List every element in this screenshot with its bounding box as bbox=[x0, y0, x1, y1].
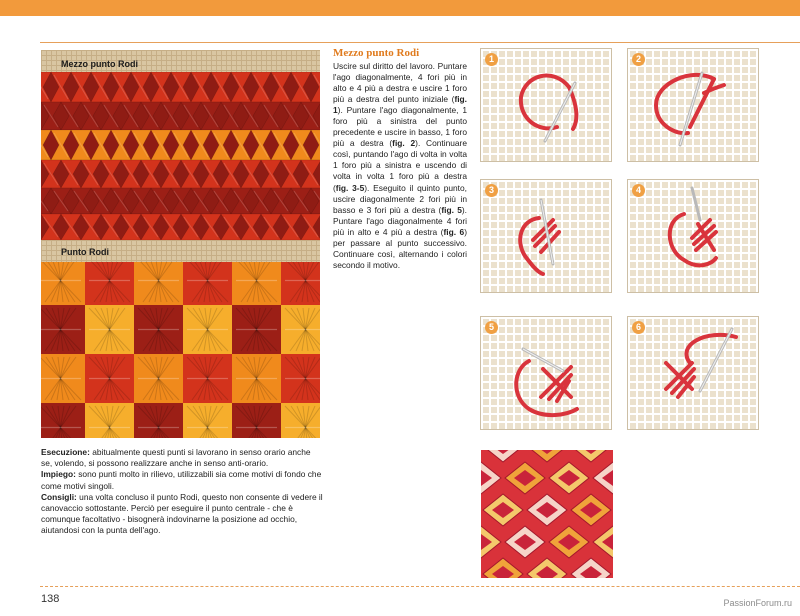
rodi-square bbox=[85, 403, 134, 438]
figure-number-badge: 3 bbox=[485, 184, 498, 197]
stitch-sample-photo bbox=[41, 50, 320, 438]
page-number: 138 bbox=[41, 593, 60, 605]
figure-4-diagram bbox=[628, 180, 759, 293]
punto-rodi-sample bbox=[41, 262, 320, 438]
figure-3 bbox=[480, 179, 612, 293]
figure-reference: fig. 2 bbox=[392, 138, 416, 149]
footer-rule bbox=[40, 586, 800, 587]
figure-6-diagram bbox=[628, 317, 759, 430]
photo-label-rodi: Punto Rodi bbox=[61, 247, 109, 257]
figure-reference: fig. 5 bbox=[441, 204, 462, 215]
figure-number-badge: 6 bbox=[632, 321, 645, 334]
header-rule bbox=[40, 42, 800, 43]
description-text: ). Eseguito il quinto punto, uscire diagonalmente 2 fori più in basso e 3 fori più a destra ( bbox=[333, 182, 467, 215]
usage-notes bbox=[41, 447, 323, 537]
description-text: ) per passare al punto successivo. Continuare così, alternando i colori secondo il motivo. bbox=[333, 226, 468, 270]
note-label: Consigli: bbox=[41, 491, 77, 502]
watermark: PassionForum.ru bbox=[723, 598, 792, 608]
pattern-swatch bbox=[481, 450, 613, 578]
mezzo-punto-rodi-sample bbox=[41, 72, 320, 240]
note-paragraph bbox=[41, 447, 323, 469]
note-label: Impiego: bbox=[41, 469, 76, 480]
figure-4 bbox=[627, 179, 759, 293]
figure-number-badge: 1 bbox=[485, 53, 498, 66]
figure-5-diagram bbox=[481, 317, 612, 430]
figure-1 bbox=[480, 48, 612, 162]
figure-number-badge: 5 bbox=[485, 321, 498, 334]
description-text: ). Puntare l'ago diagonalmente, 1 foro più a sinistra del punto precedente e uscire in basso, 1 foro più a destra ( bbox=[333, 105, 467, 149]
note-text: sono punti molto in rilievo, utilizzabili sia come motivi di fondo che come motivi singoli. bbox=[41, 469, 322, 491]
note-text: abitualmente questi punti si lavorano in senso orario anche se, volendo, si possono realizzare anche in senso anti-orario. bbox=[41, 447, 311, 469]
note-label: Esecuzione: bbox=[41, 447, 90, 457]
note-paragraph bbox=[41, 469, 323, 491]
note-paragraph bbox=[41, 492, 323, 537]
figure-number-badge: 4 bbox=[632, 184, 645, 197]
figure-reference: fig. 6 bbox=[443, 226, 465, 237]
description-text: ). Puntare l'ago diagonalmente 4 fori più in alto e 4 più a destra ( bbox=[333, 204, 467, 237]
photo-label-mezzo: Mezzo punto Rodi bbox=[61, 59, 138, 69]
rodi-square bbox=[183, 403, 232, 438]
figure-5 bbox=[480, 316, 612, 430]
figure-6 bbox=[627, 316, 759, 430]
description-text: Uscire sul diritto del lavoro. Puntare l'ago diagonalmente, 4 fori più in alto e 4 più a destra e uscire 1 foro più a destra del punto iniziale ( bbox=[333, 61, 467, 105]
note-text: una volta concluso il punto Rodi, questo non consente di vedere il canovaccio sottostante. Perciò per eseguire il punto centrale - che è comunque facoltativo - bisognerà indovinarne la posizione ad occhio, aiutandosi con la punta dell'ago. bbox=[41, 491, 323, 536]
section-title: Mezzo punto Rodi bbox=[333, 47, 420, 59]
figure-2 bbox=[627, 48, 759, 162]
figure-2-diagram bbox=[628, 49, 759, 162]
description-text: ). Continuare così, puntando l'ago di volta in volta 1 foro più a sinistra e uscendo di volta in volta 1 foro più a destra ( bbox=[333, 138, 467, 193]
figure-reference: fig. 1 bbox=[333, 94, 467, 116]
figure-1-diagram bbox=[481, 49, 612, 162]
top-accent-bar bbox=[0, 0, 800, 16]
rodi-square bbox=[232, 403, 281, 438]
section-description bbox=[333, 61, 467, 271]
figure-number-badge: 2 bbox=[632, 53, 645, 66]
figure-3-diagram bbox=[481, 180, 612, 293]
rodi-square bbox=[134, 403, 183, 438]
figure-reference: fig. 3-5 bbox=[335, 182, 365, 193]
